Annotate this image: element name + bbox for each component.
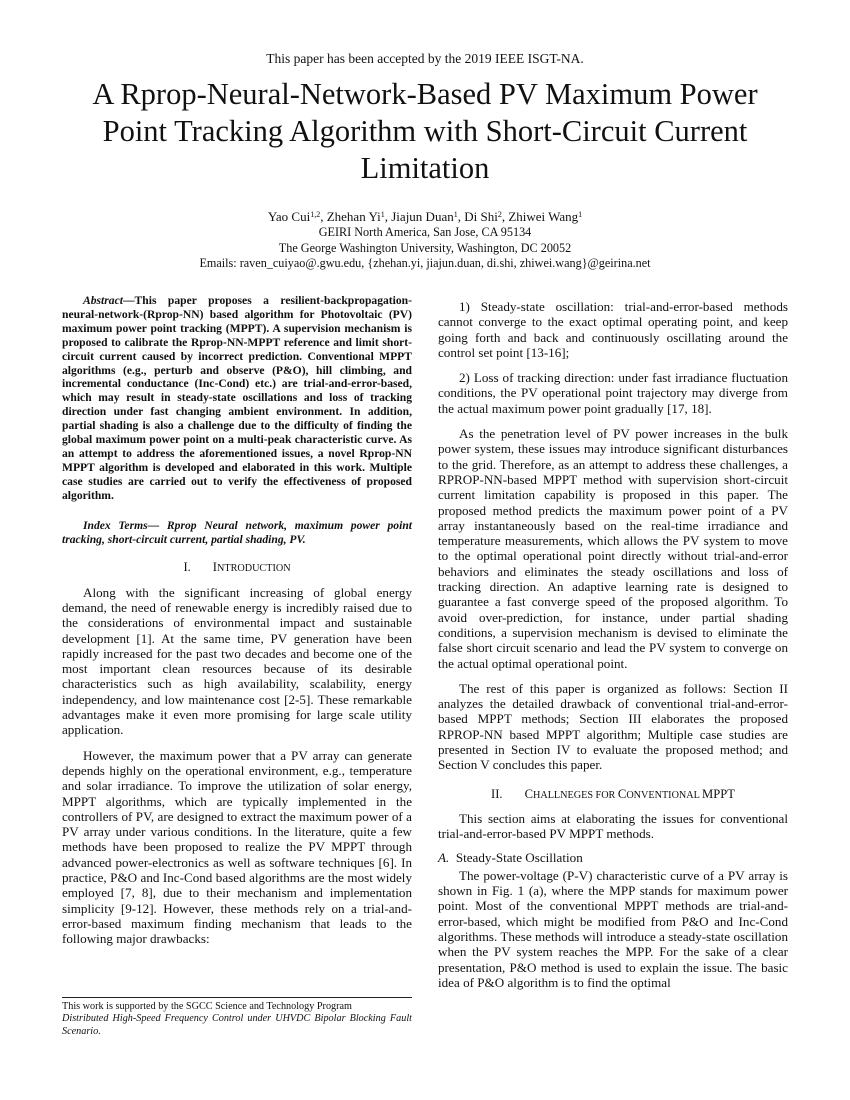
author-affiliation-mark: 2 — [497, 210, 502, 219]
paragraph: This section aims at elaborating the issues for conventional trial-and-error-based PV MPPT methods. — [438, 810, 788, 842]
abstract-label: Abstract — [83, 294, 123, 307]
abstract-text: —This paper proposes a resilient-backpropagation-neural-network-(Rprop-NN) based algorithm for Photovoltaic (PV) maximum power point tracking (MPPT). A supervision mechanism is proposed to calibrate the Rprop-NN-MPPT reference and limit short-circuit current caused by incorrect prediction. Conventional MPPT algorithms (e.g., perturb and observe (P&O), hill climbing, and incremental conductance (Inc-Cond) etc.) are trial-and-error-based, which may result in steady-state oscillations and loss of tracking direction under fast changing ambient environment. In addition, partial shading is also a challenge due to the difficulty of finding the global maximum power point on a multi-peak characteristic curve. As an attempt to address the aforementioned issues, a novel Rprop-NN MPPT algorithm is developed and elaborated in this work. Multiple case studies are carried out to verify the effectiveness of proposed algorithm. — [62, 294, 412, 502]
acceptance-note: This paper has been accepted by the 2019 IEEE ISGT-NA. — [266, 51, 584, 66]
section-number: I. — [183, 560, 191, 575]
subsection-heading — [438, 850, 788, 865]
paragraph: The rest of this paper is organized as follows: Section II analyzes the detailed drawback of conventional trial-and-error-based MPPT methods; Section III elaborates the proposed RPROP-NN based MPPT algorithm; Multiple case studies are presented in Section IV to evaluate the proposed method; and Section V concludes this paper. — [438, 680, 788, 773]
paper-title: A Rprop-Neural-Network-Based PV Maximum Power Point Tracking Algorithm with Short-Circuit Current Limitation — [92, 77, 758, 185]
paragraph: However, the maximum power that a PV array can generate depends highly on the operational environment, e.g., temperature and solar irradiance. To improve the utilization of solar energy, MPPT algorithms, which are typically implemented in the controllers of PV, are designed to extract the maximum power of a PV array under various conditions. In the literature, quite a few methods have been proposed to realize the PV MPPT through advanced power-electronics as well as software techniques [6]. In practice, P&O and Inc-Cond based algorithms are the most widely employed [7, 8], due to their mechanism and implementation simplicity [9-12]. However, these methods rely on a trial-and-error-based maximum finding mechanism that leads to the following major drawbacks: — [62, 747, 412, 947]
section-heading — [62, 560, 412, 576]
paragraph: As the penetration level of PV power increases in the bulk power system, these issues may introduce significant disturbances to the grid. Therefore, as an attempt to address these challenges, a RPROP-NN-based MPPT method with supervision short-circuit current limitation capability is proposed in this paper. The proposed method predicts the maximum power point of a PV array instantaneously based on the real-time irradiance and temperature measurements, which allows the PV system to move to the optimal operational point directly without trial-and-error behaviors and eliminates the steady oscillations and loss of tracking direction. An adaptive learning rate is designed to guarantee a fast converge speed of the proposed algorithm. To avoid over-prediction, for instance, under partial shading conditions, a supervision mechanism is devised to eliminate the false short circuit scenario and lead the PV system to converge on the actual optimal operational point. — [438, 426, 788, 671]
paragraph: The power-voltage (P-V) characteristic curve of a PV array is shown in Fig. 1 (a), where the MPP stands for maximum power point. Most of the conventional MPPT methods are trial-and-error-based, which might be modified from P&O and Inc-Cond algorithms. These methods will introduce a steady-state oscillation when the PV system reaches the MPP. For the sake of a clear presentation, P&O method is used to explain the issue. The basic idea of P&O algorithm is to find the optimal — [438, 867, 788, 990]
author-name: Yao Cui — [267, 209, 311, 224]
section-number: II. — [491, 786, 503, 801]
footnote-text: This work is supported by the SGCC Science and Technology Program — [62, 1001, 352, 1012]
list-item: 2) Loss of tracking direction: under fast irradiance fluctuation conditions, the PV operational point trajectory may diverge from the actual maximum power point gradually [17, 18]. — [438, 370, 788, 416]
author-affiliation-mark: 1 — [453, 210, 458, 219]
section-title-cap: MPPT — [702, 786, 735, 801]
section-title-small: HALLNEGES FOR — [533, 789, 618, 801]
author-affiliation-mark: 1 — [380, 210, 385, 219]
author-names: Yao Cui$^{1,2}$, Zhehan Yi$^1$, Jiajun Duan$^1$, Di Shi$^2$, Zhiwei Wang$^1$ — [267, 209, 583, 224]
paragraph: Along with the significant increasing of global energy demand, the need of renewable energy is incredibly raised due to the considerations of environmental impact and sustainable development [1]. At the same time, PV generation have been rapidly increased for the past two decades and become one of the most important clean resources because of its desirable characteristics such as high availability, scalability, energy independency, and low maintenance cost [2-5]. These remarkable advantages make it even more promising for large scale utility application. — [62, 584, 412, 738]
author-affiliation-mark: 1,2 — [310, 210, 321, 219]
author-name: Jiajun Duan — [391, 209, 454, 224]
section-title-small: ONVENTIONAL — [626, 789, 703, 801]
footnote-project: Distributed High-Speed Frequency Control under UHVDC Bipolar Blocking Fault Scenario. — [62, 1013, 412, 1037]
author-affiliation-mark: 1 — [578, 210, 583, 219]
author-emails: Emails: raven_cuiyao@.gwu.edu, {zhehan.yi, jiajun.duan, di.shi, zhiwei.wang}@geirina.net — [199, 256, 651, 271]
section-title-rest: NTRODUCTION — [216, 563, 291, 575]
section-title-cap: C — [524, 786, 533, 801]
list-item: 1) Steady-state oscillation: trial-and-error-based methods cannot converge to the exact optimal operating point, and keep going forth and back and continuously oscillating around the control set point [13-16]; — [438, 299, 788, 360]
affiliation: The George Washington University, Washington, DC 20052 — [278, 240, 572, 255]
section-title-cap: C — [617, 786, 627, 801]
footnote — [62, 997, 412, 1038]
subsection-title: Steady-State Oscillation — [455, 849, 583, 865]
author-name: Zhehan Yi — [326, 209, 381, 224]
left-column — [62, 294, 412, 947]
abstract — [62, 294, 412, 503]
author-name: Di Shi — [464, 209, 498, 224]
right-column — [438, 299, 788, 990]
section-title-initial: I — [212, 560, 217, 575]
author-block — [0, 209, 850, 272]
section-heading — [438, 787, 788, 803]
subsection-label: A. — [438, 849, 450, 865]
affiliation: GEIRI North America, San Jose, CA 95134 — [318, 225, 532, 239]
author-name: Zhiwei Wang — [508, 209, 579, 224]
index-terms: Index Terms— Rprop Neural network, maximum power point tracking, short-circuit current, partial shading, PV. — [62, 518, 412, 546]
